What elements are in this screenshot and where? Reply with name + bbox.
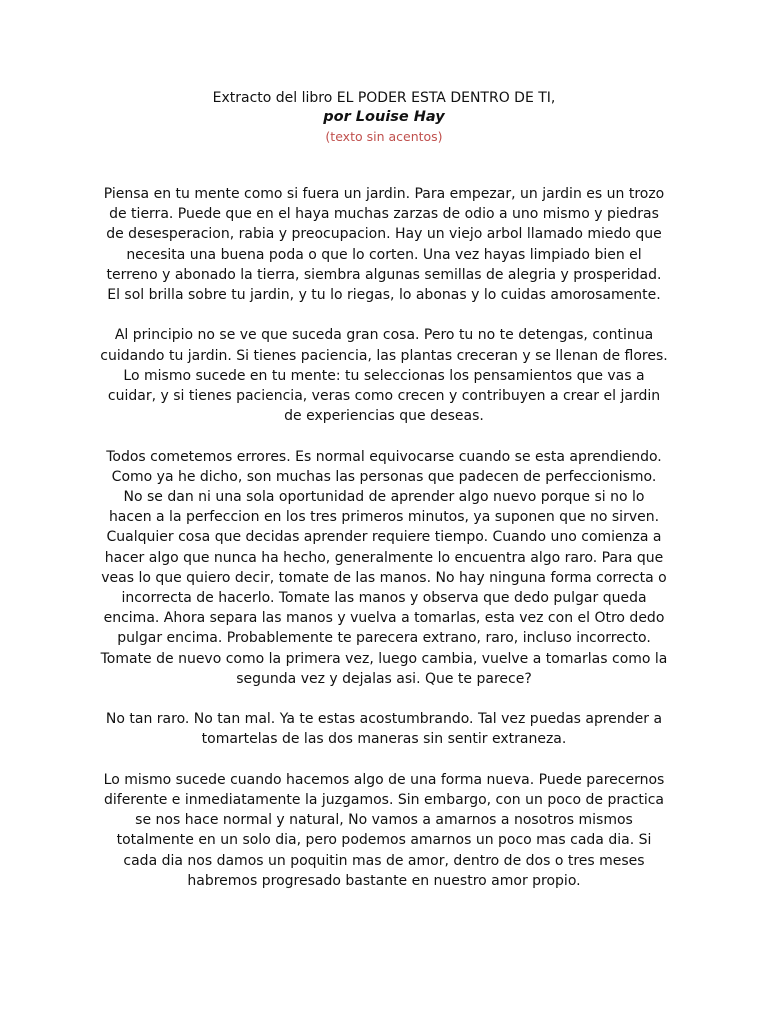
paragraph-new-way: Lo mismo sucede cuando hacemos algo de una forma nueva. Puede parecernos diferente e inmediatamente la juzgamos. Sin embargo, con un poco de practica se nos hace normal y natural, No vamos a amarnos a nosotros mismos totalmente en un solo dia, pero podemos amarnos un poco mas cada dia. Si cada dia nos damos un poquitin mas de amor, dentro de dos o tres meses habremos progresado bastante en nuestro amor propio. [103, 771, 665, 889]
document-body [100, 184, 668, 891]
document-header [0, 89, 768, 147]
book-title-line: Extracto del libro EL PODER ESTA DENTRO DE TI, [212, 90, 556, 106]
paragraph-garden: Piensa en tu mente como si fuera un jardin. Para empezar, un jardin es un trozo de tierra. Puede que en el haya muchas zarzas de odio a uno mismo y piedras de desesperacion, rabia y preocupacion. Hay un viejo arbol llamado miedo que necesita una buena poda o que lo corten. Una vez hayas limpiado bien el terreno y abonado la tierra, siembra algunas semillas de alegria y prosperidad. El sol brilla sobre tu jardin, y tu lo riegas, lo abonas y lo cuidas amorosamente. [103, 186, 665, 304]
paragraph-patience: Al principio no se ve que suceda gran cosa. Pero tu no te detengas, continua cuidando tu jardin. Si tienes paciencia, las plantas creceran y se llenan de flores. Lo mismo sucede en tu mente: tu seleccionas los pensamientos que vas a cuidar, y si tienes paciencia, veras como crecen y contribuyen a crear el jardin de experiencias que deseas. [100, 327, 668, 425]
no-accents-note: (texto sin acentos) [325, 129, 443, 144]
paragraph-not-so-strange: No tan raro. No tan mal. Ya te estas acostumbrando. Tal vez puedas aprender a tomartelas de las dos maneras sin sentir extraneza. [105, 711, 663, 748]
author-line: por Louise Hay [323, 109, 445, 125]
paragraph-mistakes: Todos cometemos errores. Es normal equivocarse cuando se esta aprendiendo. Como ya he dicho, son muchas las personas que padecen de perfeccionismo. No se dan ni una sola oportunidad de aprender algo nuevo porque si no lo hacen a la perfeccion en los tres primeros minutos, ya suponen que no sirven. Cualquier cosa que decidas aprender requiere tiempo. Cuando uno comienza a hacer algo que nunca ha hecho, generalmente lo encuentra algo raro. Para que veas lo que quiero decir, tomate de las manos. No hay ninguna forma correcta o incorrecta de hacerlo. Tomate las manos y observa que dedo pulgar queda encima. Ahora separa las manos y vuelva a tomarlas, esta vez con el Otro dedo pulgar encima. Probablemente te parecera extrano, raro, incluso incorrecto. Tomate de nuevo como la primera vez, luego cambia, vuelve a tomarlas como la segunda vez y dejalas asi. Que te parece? [100, 448, 668, 687]
